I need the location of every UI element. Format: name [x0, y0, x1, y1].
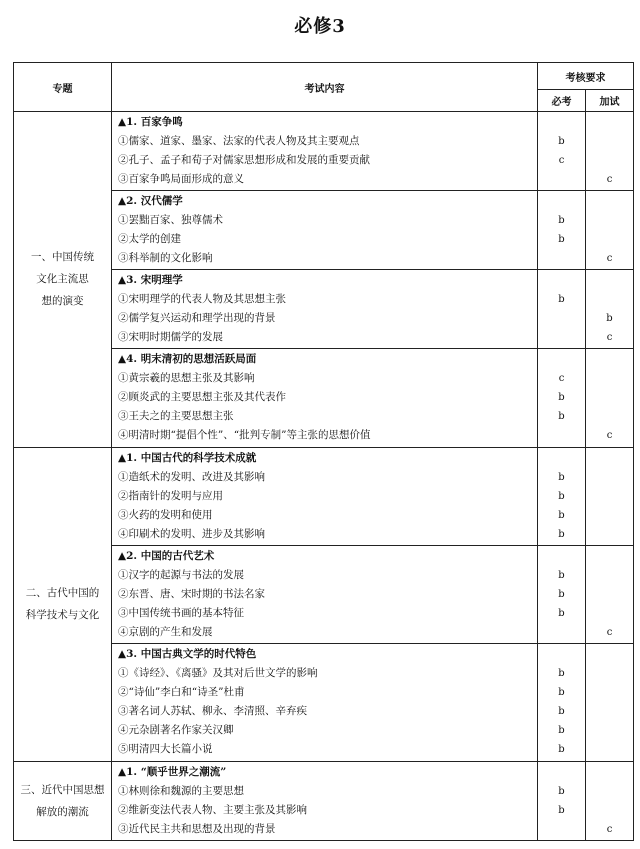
- content-item: ①罢黜百家、独尊儒术: [118, 214, 223, 227]
- required-grade: c: [558, 155, 565, 166]
- extra-grade: b: [606, 313, 613, 325]
- content-cell: [112, 112, 538, 191]
- extra-grade: [586, 782, 633, 801]
- group-heading: ▲3. 中国古典文学的时代特色: [118, 648, 257, 661]
- grade-spacer: [586, 547, 633, 566]
- required-grade: b: [558, 804, 565, 816]
- extra-cell: [586, 761, 634, 840]
- required-grade: b: [558, 411, 565, 423]
- content-item: ③百家争鸣局面形成的意义: [118, 173, 244, 185]
- extra-cell: [586, 644, 634, 762]
- content-cell: [112, 349, 538, 447]
- content-item: ②东晋、唐、宋时期的书法名家: [118, 587, 265, 600]
- topic-name-line: 解放的潮流: [36, 805, 89, 818]
- extra-grade: [586, 702, 633, 721]
- topic-cell: [14, 112, 112, 448]
- content-item: ③王夫之的主要思想主张: [118, 410, 234, 423]
- grade-spacer: [586, 271, 633, 290]
- group-heading: ▲1. 百家争鸣: [118, 116, 183, 128]
- header-extra: 加试: [586, 90, 634, 112]
- content-item: ④元杂剧著名作家关汉卿: [118, 724, 234, 737]
- extra-grade: [586, 388, 633, 407]
- group-heading: ▲3. 宋明理学: [118, 274, 183, 287]
- content-item: ①林则徐和魏源的主要思想: [118, 784, 244, 797]
- content-item: ③著名词人苏轼、柳永、李清照、辛弃疾: [118, 705, 307, 718]
- content-item: ②维新变法代表人物、主要主张及其影响: [118, 803, 307, 816]
- required-grade: [538, 328, 585, 347]
- grade-spacer: [538, 645, 585, 664]
- grade-spacer: [586, 113, 633, 132]
- group-row: [14, 112, 634, 191]
- required-grade: b: [558, 509, 565, 521]
- extra-grade: [586, 487, 633, 506]
- content-item: ②孔子、孟子和荀子对儒家思想形成和发展的重要贡献: [118, 154, 370, 166]
- grade-spacer: [586, 449, 633, 468]
- extra-grade: c: [606, 430, 613, 442]
- content-item: ③中国传统书画的基本特征: [118, 606, 244, 619]
- extra-grade: [586, 132, 633, 151]
- extra-grade: c: [606, 332, 613, 344]
- extra-cell: [586, 112, 634, 191]
- required-cell: [538, 349, 586, 447]
- content-item: ①汉字的起源与书法的发展: [118, 568, 244, 581]
- content-item: ②“诗仙”李白和“诗圣”杜甫: [118, 686, 245, 699]
- content-item: ②太学的创建: [118, 233, 181, 246]
- grade-spacer: [538, 547, 585, 566]
- content-item: ①造纸术的发明、改进及其影响: [118, 470, 265, 483]
- grade-spacer: [538, 271, 585, 290]
- group-row: [14, 447, 634, 545]
- extra-grade: [586, 211, 633, 230]
- required-grade: b: [558, 471, 565, 483]
- content-item: ②顾炎武的主要思想主张及其代表作: [118, 391, 286, 404]
- content-item: ②指南针的发明与应用: [118, 489, 223, 502]
- content-item: ①黄宗羲的思想主张及其影响: [118, 372, 255, 385]
- required-grade: [538, 249, 585, 268]
- content-item: ⑤明清四大长篇小说: [118, 743, 213, 756]
- extra-grade: [586, 740, 633, 759]
- required-cell: [538, 447, 586, 545]
- extra-cell: [586, 191, 634, 270]
- extra-cell: [586, 270, 634, 349]
- content-item: ③科举制的文化影响: [118, 252, 213, 265]
- topic-name-line: 文化主流思: [36, 273, 89, 286]
- header-content: 考试内容: [112, 63, 538, 112]
- table-body: [14, 112, 634, 841]
- required-cell: [538, 191, 586, 270]
- extra-cell: [586, 545, 634, 643]
- header-requirement: 考核要求: [538, 63, 634, 90]
- required-grade: c: [558, 373, 565, 385]
- required-grade: b: [558, 234, 565, 246]
- group-heading: ▲1. “顺乎世界之潮流”: [118, 765, 227, 778]
- content-item: ④明清时期“提倡个性”、“批判专制”等主张的思想价值: [118, 429, 371, 442]
- content-cell: [112, 447, 538, 545]
- group-heading: ▲2. 中国的古代艺术: [118, 549, 215, 562]
- page-title: 必修3: [294, 16, 346, 37]
- content-cell: [112, 270, 538, 349]
- required-grade: b: [558, 607, 565, 619]
- content-item: ③火药的发明和使用: [118, 508, 213, 521]
- content-item: ④京剧的产生和发展: [118, 625, 213, 638]
- required-cell: [538, 761, 586, 840]
- grade-spacer: [538, 350, 585, 369]
- extra-grade: [586, 664, 633, 683]
- required-grade: b: [558, 490, 565, 502]
- required-cell: [538, 112, 586, 191]
- extra-grade: [586, 369, 633, 388]
- exam-requirements-table: [13, 62, 634, 841]
- required-grade: b: [558, 687, 565, 699]
- grade-spacer: [538, 449, 585, 468]
- extra-grade: [586, 290, 633, 309]
- group-row: [14, 761, 634, 840]
- extra-grade: c: [606, 626, 613, 638]
- required-grade: b: [558, 588, 565, 600]
- extra-grade: c: [606, 823, 613, 835]
- extra-grade: [586, 585, 633, 604]
- group-heading: ▲1. 中国古代的科学技术成就: [118, 451, 257, 464]
- required-grade: b: [558, 785, 565, 797]
- header-topic: 专题: [14, 63, 112, 112]
- grade-spacer: [586, 350, 633, 369]
- grade-spacer: [538, 192, 585, 211]
- extra-grade: [586, 151, 633, 170]
- required-cell: [538, 545, 586, 643]
- required-cell: [538, 270, 586, 349]
- extra-grade: [586, 407, 633, 426]
- topic-name-line: 想的演变: [41, 295, 84, 308]
- extra-cell: [586, 349, 634, 447]
- content-item: ③宋明时期儒学的发展: [118, 331, 223, 344]
- grade-spacer: [538, 113, 585, 132]
- extra-cell: [586, 447, 634, 545]
- header-required: 必考: [538, 90, 586, 112]
- extra-grade: [586, 230, 633, 249]
- extra-grade: [586, 566, 633, 585]
- content-item: ①宋明理学的代表人物及其思想主张: [118, 293, 286, 306]
- content-cell: [112, 545, 538, 643]
- required-grade: b: [558, 136, 565, 147]
- required-grade: [538, 623, 585, 642]
- content-item: ①儒家、道家、墨家、法家的代表人物及其主要观点: [118, 135, 360, 147]
- extra-grade: [586, 801, 633, 820]
- required-grade: [538, 309, 585, 328]
- group-heading: ▲2. 汉代儒学: [118, 195, 183, 208]
- grade-spacer: [586, 645, 633, 664]
- extra-grade: [586, 604, 633, 623]
- required-grade: b: [558, 528, 565, 540]
- required-grade: b: [558, 706, 565, 718]
- grade-spacer: [586, 763, 633, 782]
- topic-name-line: 一、中国传统: [31, 251, 94, 264]
- topic-name-line: 科学技术与文化: [25, 609, 100, 622]
- grade-spacer: [538, 763, 585, 782]
- content-item: ③近代民主共和思想及出现的背景: [118, 822, 276, 835]
- content-cell: [112, 644, 538, 762]
- group-heading: ▲4. 明末清初的思想活跃局面: [118, 353, 257, 366]
- extra-grade: [586, 683, 633, 702]
- content-cell: [112, 191, 538, 270]
- content-item: ④印刷术的发明、进步及其影响: [118, 527, 265, 540]
- required-grade: b: [558, 294, 565, 306]
- extra-grade: [586, 525, 633, 544]
- required-grade: b: [558, 215, 565, 227]
- required-grade: [538, 170, 585, 189]
- content-cell: [112, 761, 538, 840]
- content-item: ②儒学复兴运动和理学出现的背景: [118, 312, 276, 325]
- topic-cell: [14, 447, 112, 761]
- required-grade: b: [558, 392, 565, 404]
- required-grade: [538, 426, 585, 445]
- content-item: ①《诗经》、《离骚》及其对后世文学的影响: [118, 667, 318, 680]
- required-grade: b: [558, 569, 565, 581]
- required-grade: [538, 820, 585, 839]
- extra-grade: c: [606, 174, 613, 185]
- required-grade: b: [558, 725, 565, 737]
- extra-grade: c: [606, 253, 613, 265]
- extra-grade: [586, 721, 633, 740]
- topic-cell: [14, 761, 112, 840]
- required-grade: b: [558, 744, 565, 756]
- topic-name-line: 三、近代中国思想: [20, 783, 105, 796]
- extra-grade: [586, 468, 633, 487]
- required-grade: b: [558, 668, 565, 680]
- extra-grade: [586, 506, 633, 525]
- grade-spacer: [586, 192, 633, 211]
- required-cell: [538, 644, 586, 762]
- topic-name-line: 二、古代中国的: [25, 587, 100, 600]
